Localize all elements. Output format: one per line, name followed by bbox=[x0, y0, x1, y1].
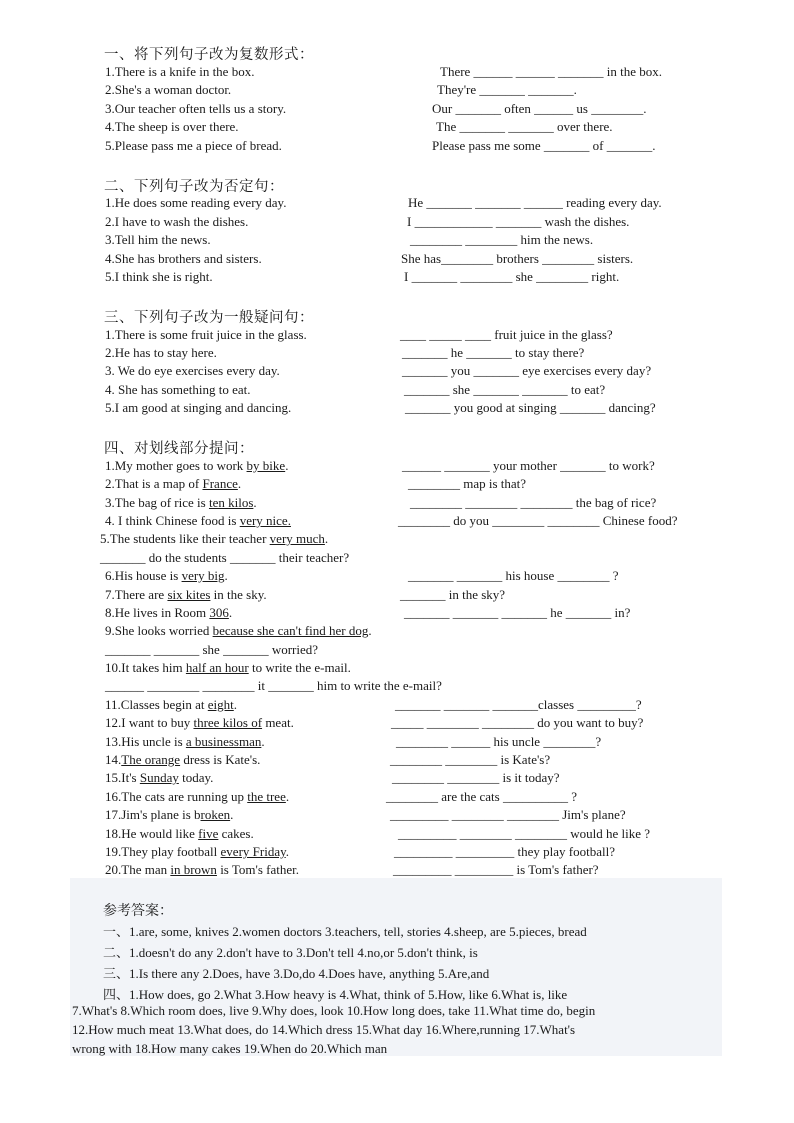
question: 7.There are six kites in the sky. bbox=[105, 587, 267, 602]
answer-key-line: 7.What's 8.Which room does, live 9.Why does, look 10.How long does, take 11.What time do, begin bbox=[72, 1003, 596, 1018]
question: 10.It takes him half an hour to write the e-mail. bbox=[105, 660, 351, 675]
question: 12.I want to buy three kilos of meat. bbox=[105, 715, 294, 730]
answer-blank: ________ do you ________ ________ Chinese food? bbox=[398, 513, 678, 528]
answer-blank: ________ ________ him the news. bbox=[410, 232, 594, 247]
answer-key-line: 一、1.are, some, knives 2.women doctors 3.teachers, tell, stories 4.sheep, are 5.pieces, bread bbox=[103, 924, 587, 939]
answer-blank: _______ _______ _______classes _________? bbox=[395, 697, 642, 712]
question: 20.The man in brown is Tom's father. bbox=[105, 862, 300, 877]
answer-blank: Please pass me some _______ of _______. bbox=[432, 138, 656, 153]
answer-key-line: 四、1.How does, go 2.What 3.How heavy is 4.What, think of 5.How, like 6.What is, like bbox=[103, 987, 568, 1002]
question: 5.I am good at singing and dancing. bbox=[105, 400, 292, 415]
answer-blank: ______ ________ ________ it _______ him to write the e-mail? bbox=[105, 678, 442, 693]
answer-blank: The _______ _______ over there. bbox=[436, 119, 613, 134]
answer-blank: ____ _____ ____ fruit juice in the glass? bbox=[400, 327, 613, 342]
question: 1.My mother goes to work by bike. bbox=[105, 458, 289, 473]
question: 1.He does some reading every day. bbox=[105, 195, 287, 210]
question: 1.There is a knife in the box. bbox=[105, 64, 255, 79]
answer-blank: _________ _________ is Tom's father? bbox=[393, 862, 599, 877]
question: 15.It's Sunday today. bbox=[105, 770, 214, 785]
answer-key-line: 二、1.doesn't do any 2.don't have to 3.Don't tell 4.no,or 5.don't think, is bbox=[103, 945, 478, 960]
section3-heading: 三、下列句子改为一般疑问句： bbox=[104, 310, 314, 326]
answer-blank: They're _______ _______. bbox=[437, 82, 577, 97]
question: 16.The cats are running up the tree. bbox=[105, 789, 290, 804]
answer-blank: _________ ________ ________ Jim's plane? bbox=[390, 807, 626, 822]
answer-blank: _______ do the students _______ their teacher? bbox=[100, 550, 350, 565]
answer-blank: ________ ________ is Kate's? bbox=[390, 752, 551, 767]
question: 5.Please pass me a piece of bread. bbox=[105, 138, 282, 153]
question: 8.He lives in Room 306. bbox=[105, 605, 233, 620]
answer-blank: ________ ________ is it today? bbox=[392, 770, 560, 785]
section2-heading: 二、下列句子改为否定句： bbox=[104, 179, 284, 195]
answer-blank: ________ ________ ________ the bag of rice? bbox=[410, 495, 657, 510]
answer-blank: ________ ______ his uncle ________? bbox=[396, 734, 602, 749]
question: 11.Classes begin at eight. bbox=[105, 697, 238, 712]
answer-blank: _________ ________ ________ would he like ? bbox=[398, 826, 651, 841]
answer-blank: There ______ ______ _______ in the box. bbox=[440, 64, 663, 79]
answer-blank: Our _______ often ______ us ________. bbox=[432, 101, 647, 116]
answer-key-panel bbox=[70, 878, 722, 1056]
answer-blank: _________ _________ they play football? bbox=[394, 844, 615, 859]
answer-key-title: 参考答案： bbox=[103, 903, 173, 919]
answer-blank: He _______ _______ ______ reading every day. bbox=[408, 195, 662, 210]
question: 19.They play football every Friday. bbox=[105, 844, 289, 859]
question: 2.I have to wash the dishes. bbox=[105, 214, 249, 229]
question: 6.His house is very big. bbox=[105, 568, 228, 583]
answer-key-line: 12.How much meat 13.What does, do 14.Which dress 15.What day 16.Where,running 17.What's bbox=[72, 1022, 576, 1037]
answer-blank: I _______ ________ she ________ right. bbox=[404, 269, 620, 284]
answer-blank: _______ _______ his house ________ ? bbox=[408, 568, 619, 583]
answer-blank: _______ _______ _______ he _______ in? bbox=[404, 605, 631, 620]
answer-blank: She has________ brothers ________ sisters. bbox=[401, 251, 634, 266]
answer-blank: _______ you _______ eye exercises every day? bbox=[402, 363, 652, 378]
answer-blank: _______ you good at singing _______ dancing? bbox=[405, 400, 656, 415]
question: 4.She has brothers and sisters. bbox=[105, 251, 262, 266]
question: 17.Jim's plane is broken. bbox=[105, 807, 234, 822]
question: 4. I think Chinese food is very nice. bbox=[105, 513, 291, 528]
answer-blank: ________ map is that? bbox=[408, 476, 527, 491]
question: 5.The students like their teacher very much. bbox=[100, 531, 329, 546]
question: 14.The orange dress is Kate's. bbox=[105, 752, 261, 767]
question: 4.The sheep is over there. bbox=[105, 119, 239, 134]
section4-heading: 四、对划线部分提问： bbox=[104, 441, 254, 457]
answer-blank: I ____________ _______ wash the dishes. bbox=[407, 214, 630, 229]
section1-heading: 一、将下列句子改为复数形式： bbox=[104, 47, 314, 63]
answer-blank: ________ are the cats __________ ? bbox=[386, 789, 577, 804]
question: 3.Tell him the news. bbox=[105, 232, 211, 247]
answer-blank: _______ in the sky? bbox=[400, 587, 506, 602]
answer-blank: ______ _______ your mother _______ to work? bbox=[402, 458, 655, 473]
question: 1.There is some fruit juice in the glass. bbox=[105, 327, 307, 342]
question: 2.That is a map of France. bbox=[105, 476, 242, 491]
answer-blank: _______ _______ she _______ worried? bbox=[105, 642, 319, 657]
answer-key-line: wrong with 18.How many cakes 19.When do 20.Which man bbox=[72, 1041, 388, 1056]
answer-blank: _______ he _______ to stay there? bbox=[402, 345, 585, 360]
question: 2.He has to stay here. bbox=[105, 345, 217, 360]
question: 5.I think she is right. bbox=[105, 269, 213, 284]
question: 13.His uncle is a businessman. bbox=[105, 734, 265, 749]
answer-blank: _______ she _______ _______ to eat? bbox=[404, 382, 606, 397]
question: 18.He would like five cakes. bbox=[105, 826, 254, 841]
question: 3.Our teacher often tells us a story. bbox=[105, 101, 287, 116]
question: 3.The bag of rice is ten kilos. bbox=[105, 495, 257, 510]
question: 2.She's a woman doctor. bbox=[105, 82, 232, 97]
question: 4. She has something to eat. bbox=[105, 382, 251, 397]
answer-key-line: 三、1.Is there any 2.Does, have 3.Do,do 4.Does have, anything 5.Are,and bbox=[103, 966, 490, 981]
answer-blank: _____ ________ ________ do you want to buy? bbox=[391, 715, 644, 730]
question: 3. We do eye exercises every day. bbox=[105, 363, 280, 378]
question: 9.She looks worried because she can't find her dog. bbox=[105, 623, 372, 638]
